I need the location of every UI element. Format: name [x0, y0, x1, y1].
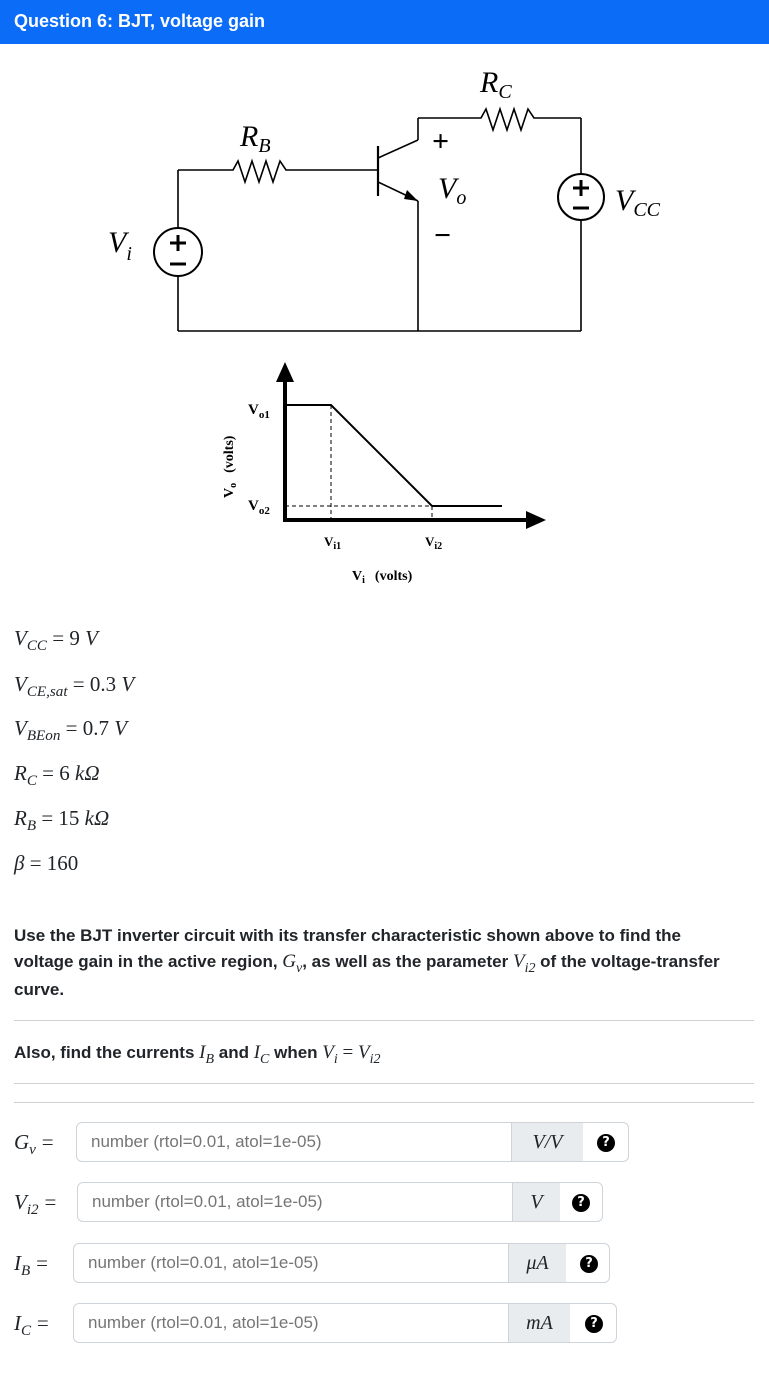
divider-1: [14, 1020, 754, 1021]
ib-unit: μA: [508, 1244, 566, 1282]
tick-vo1: $V_{o1}$: [248, 402, 270, 421]
x-axis-label: $V_i$ (volts): [352, 569, 413, 586]
vi2-unit: V: [512, 1183, 560, 1221]
rc-label: $R_C$: [480, 66, 512, 103]
tick-vo2: $V_{o2}$: [248, 498, 270, 517]
tick-vi1: $V_{i1}$: [324, 534, 342, 552]
answer-row-ic: [0, 1303, 769, 1345]
transfer-curve-line: [285, 405, 502, 506]
circuit-diagram: [0, 44, 769, 344]
transfer-curve-chart: [0, 350, 769, 590]
question-header: [0, 0, 769, 44]
ic-unit: mA: [508, 1304, 570, 1342]
vo-label: $V_o$: [438, 172, 467, 209]
answer-label-ic: $I_C$ =: [14, 1311, 49, 1340]
answer-row-vi2: [0, 1182, 769, 1224]
answer-label-vi2: $V_{i2}$ =: [14, 1190, 57, 1219]
vi-label: $V_i$: [108, 226, 132, 265]
answer-row-gv: [0, 1122, 769, 1164]
divider-2: [14, 1083, 754, 1084]
help-icon[interactable]: ?: [580, 1255, 598, 1273]
answer-label-ib: $I_B$ =: [14, 1251, 48, 1280]
gv-unit: V/V: [511, 1123, 583, 1161]
tick-vi2: $V_{i2}$: [425, 534, 443, 552]
answer-box-vi2: [77, 1182, 603, 1222]
param-beta: β = 160: [14, 851, 79, 875]
answer-box-ib: [73, 1243, 610, 1283]
answer-box-gv: [76, 1122, 629, 1162]
vo-plus: +: [432, 125, 450, 158]
param-vbeon: $V_{BEon} = 0.7$ V: [14, 716, 128, 745]
ic-input[interactable]: [74, 1304, 508, 1342]
rb-label: $R_B$: [240, 120, 271, 157]
help-icon[interactable]: ?: [597, 1134, 615, 1152]
answer-row-ib: [0, 1243, 769, 1285]
param-rc: $R_C = 6$ kΩ: [14, 761, 100, 790]
help-icon[interactable]: ?: [585, 1315, 603, 1333]
param-rb: $R_B = 15$ kΩ: [14, 806, 110, 835]
vo-minus: −: [434, 219, 452, 252]
help-icon[interactable]: ?: [572, 1194, 590, 1212]
param-vce-sat: $V_{CE,sat} = 0.3$ V: [14, 672, 135, 701]
question-title: Question 6: BJT, voltage gain: [14, 11, 266, 31]
y-axis-arrow: [276, 362, 294, 382]
y-axis-label: $V_o(volts)$: [222, 435, 239, 498]
answer-box-ic: [73, 1303, 617, 1343]
gv-input[interactable]: [77, 1123, 511, 1161]
x-axis-arrow: [526, 511, 546, 529]
divider-3: [14, 1102, 754, 1103]
param-vcc: $V_{CC} = 9$ V: [14, 626, 98, 655]
currents-question: Also, find the currents $I_B$ and $I_C$ when $V_i = V_{i2}$: [14, 1042, 381, 1067]
vi2-input[interactable]: [78, 1183, 512, 1221]
ib-input[interactable]: [74, 1244, 508, 1282]
problem-statement: Use the BJT inverter circuit with its transfer characteristic shown above to find the voltage gain in the active region, $G_v$, as well as the parameter $V_{i2}$ of the voltage-transfer curve.: [14, 926, 720, 999]
vcc-label: $V_{CC}$: [615, 184, 661, 221]
answer-label-gv: $G_v$ =: [14, 1130, 54, 1159]
